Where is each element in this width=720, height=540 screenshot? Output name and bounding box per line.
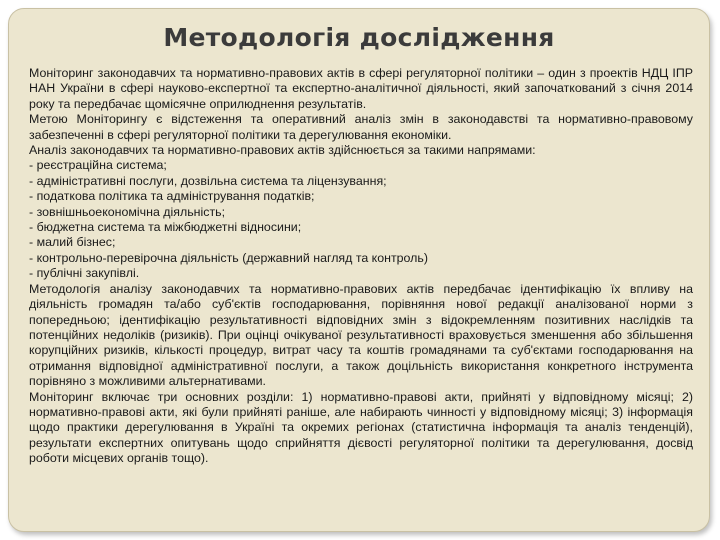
paragraph-sections: Моніторинг включає три основних розділи: 1) нормативно-правові акти, прийняті у відповідному місяці; 2) нормативно-правові акти, які були прийняті раніше, але набирають чинності у відповідному місяці; 3) інформація щодо практики дерегулювання в Україні та окремих регіонах (статистична інформація та аналіз тенденцій), результати експертних опитувань щодо сприйняття дієвості регуляторної політики та дерегулювання, досвід роботи місцевих органів тощо). xyxy=(29,389,693,466)
list-item: - зовнішньоекономічна діяльність; xyxy=(29,204,226,219)
paragraph-intro: Моніторинг законодавчих та нормативно-правових актів в сфері регуляторної політики – один з проектів НДЦ ІПР НАН України в сфері науково-експертної та експертно-аналітичної діяльності, який започаткований з січня 2014 року та передбачає щомісячне оприлюднення результатів. xyxy=(29,66,693,111)
paragraph-goal: Метою Моніторингу є відстеження та оперативний аналіз змін в законодавстві та нормативно-правовому забезпеченні в сфері регуляторної політики та дерегулювання економіки. xyxy=(29,112,693,142)
list-item: - податкова політика та адміністрування податків; xyxy=(29,189,315,204)
list-item: - малий бізнес; xyxy=(29,235,116,250)
list-item: - адміністративні послуги, дозвільна система та ліцензування; xyxy=(29,173,387,188)
list-item: - бюджетна система та міжбюджетні відносини; xyxy=(29,220,302,235)
list-item: - реєстраційна система; xyxy=(29,158,167,173)
paragraph-directions: Аналіз законодавчих та нормативно-правових актів здійснюється за такими напрямами: xyxy=(29,143,536,158)
list-item: - публічні закупівлі. xyxy=(29,266,140,281)
slide xyxy=(8,8,710,532)
paragraph-methodology: Методологія аналізу законодавчих та нормативно-правових актів передбачає ідентифікацію їх впливу на діяльність громадян та/або суб'єктів господарювання, порівняння нової редакції аналізованої норми з попередньою; ідентифікацію результативності відповідних змін з відокремленням позитивних наслідків та потенційних недоліків (ризиків). При оцінці очікуваної результативності враховується зменшення або збільшення корупційних ризиків, кількості процедур, витрат часу та коштів громадянами та суб'єктами господарювання на отримання відповідної адміністративної послуги, а також доцільність використання конкретного інструмента порівняно з можливими альтернативами. xyxy=(29,281,693,389)
list-item: - контрольно-перевірочна діяльність (державний нагляд та контроль) xyxy=(29,250,428,265)
slide-title: Методологія дослідження xyxy=(163,23,555,52)
slide-body xyxy=(29,66,693,467)
